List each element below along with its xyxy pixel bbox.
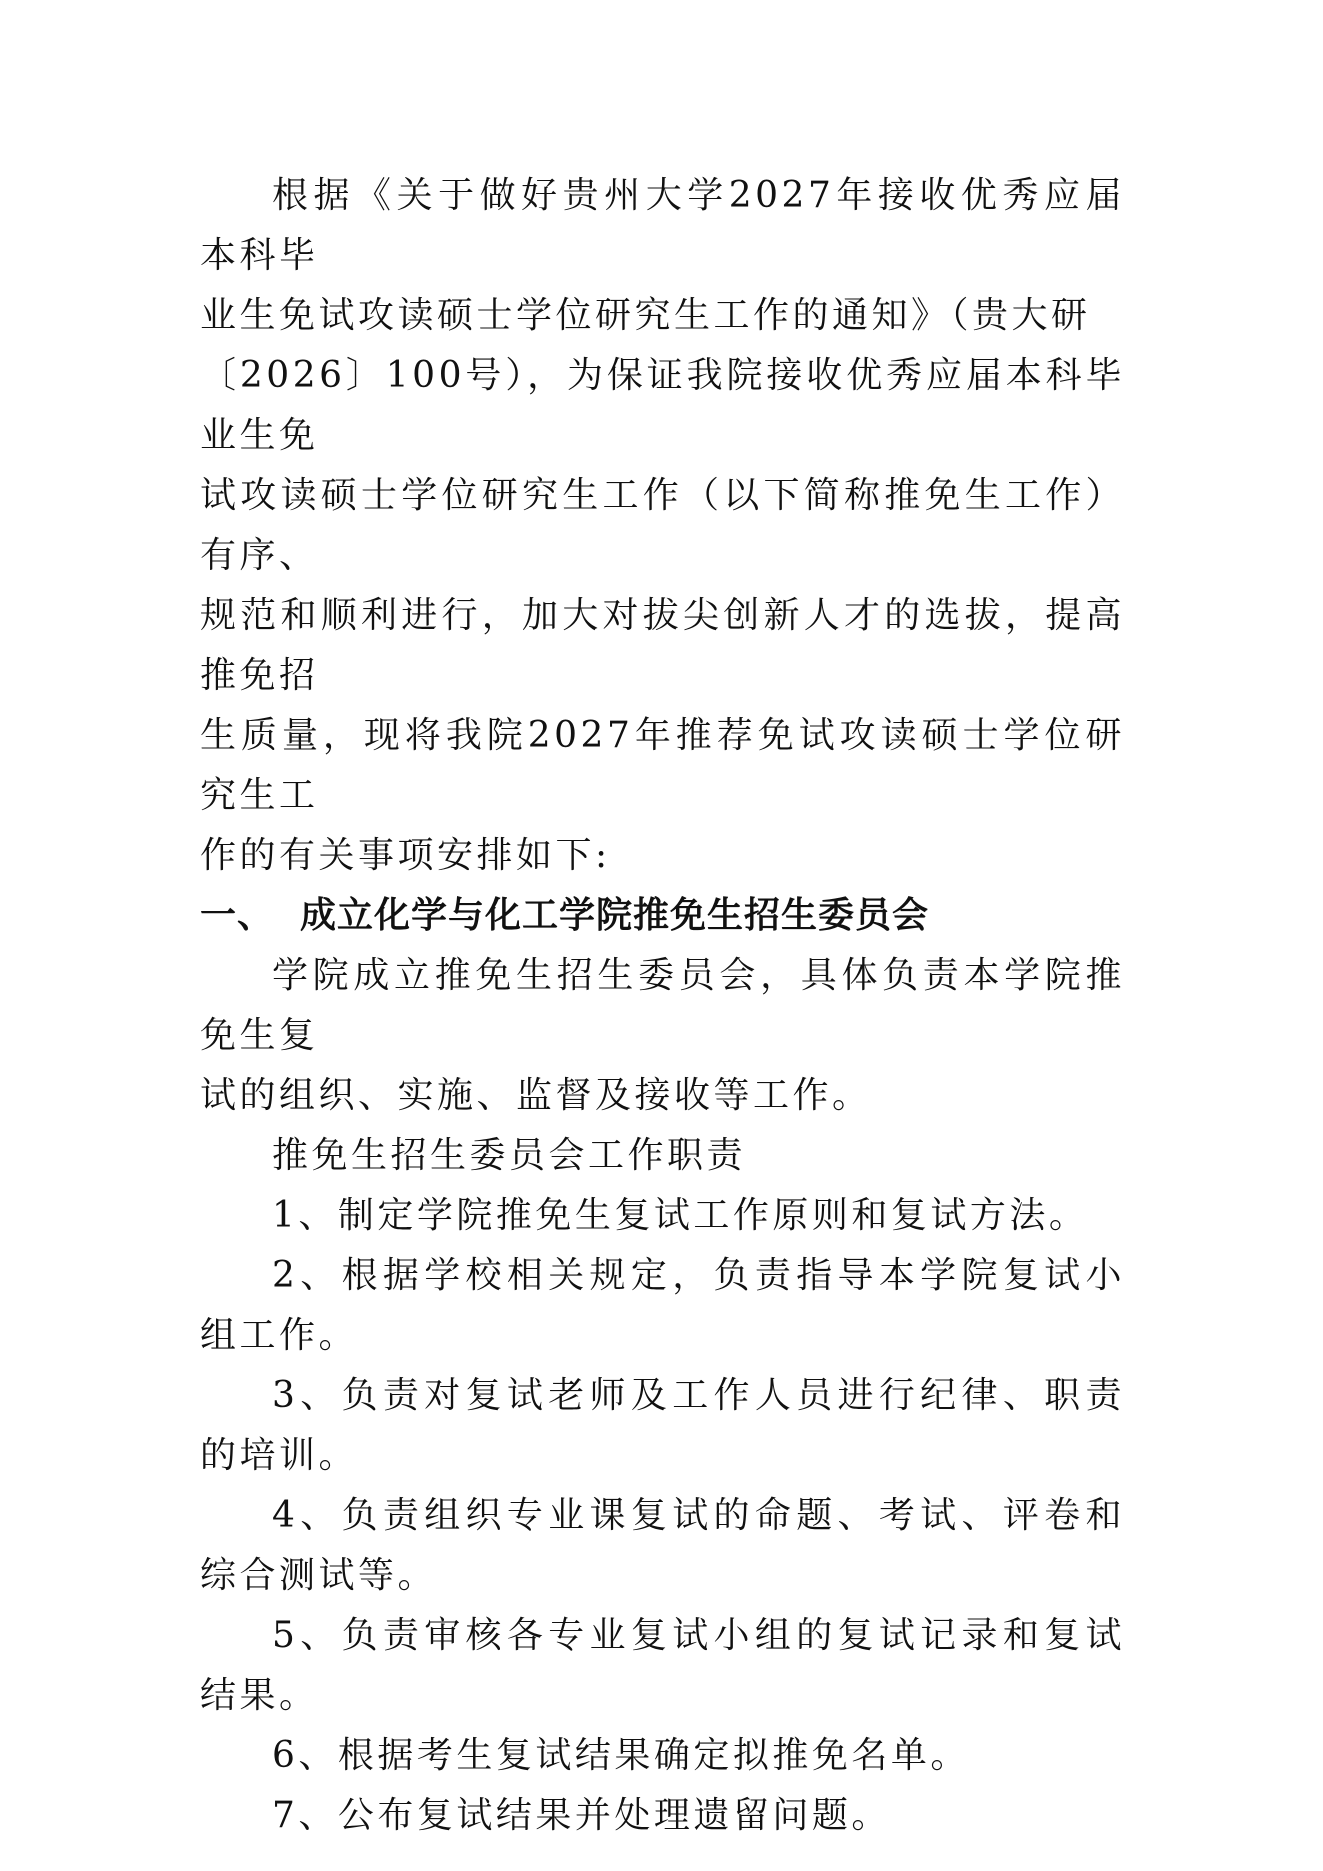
duties-title: 推免生招生委员会工作职责 [272, 1135, 747, 1176]
intro-line: 生质量，现将我院2027年推荐免试攻读硕士学位研究生工 [200, 715, 1125, 816]
committee-line: 试的组织、实施、监督及接收等工作。 [200, 1075, 872, 1116]
document-body [200, 166, 1125, 1846]
duty-item: 6、根据考生复试结果确定拟推免名单。 [272, 1735, 970, 1776]
duty-item: 5、负责审核各专业复试小组的复试记录和复试结果。 [200, 1615, 1125, 1716]
intro-line: 〔2026〕100号），为保证我院接收优秀应届本科毕业生免 [200, 355, 1125, 456]
intro-line: 试攻读硕士学位研究生工作（以下简称推免生工作）有序、 [200, 475, 1125, 576]
section-number: 一、 [200, 895, 275, 936]
duty-item: 1、制定学院推免生复试工作原则和复试方法。 [272, 1195, 1089, 1236]
intro-paragraph [200, 166, 1125, 886]
section-heading [200, 886, 1125, 946]
duty-item: 3、负责对复试老师及工作人员进行纪律、职责的培训。 [200, 1375, 1125, 1476]
committee-line: 学院成立推免生招生委员会，具体负责本学院推免生复 [200, 955, 1125, 1056]
intro-line: 根据《关于做好贵州大学2027年接收优秀应届本科毕 [200, 175, 1125, 276]
duty-item: 7、公布复试结果并处理遗留问题。 [272, 1795, 891, 1836]
duty-item: 2、根据学校相关规定，负责指导本学院复试小组工作。 [200, 1255, 1125, 1356]
section-title: 成立化学与化工学院推免生招生委员会 [300, 895, 930, 936]
intro-line: 作的有关事项安排如下: [200, 835, 611, 876]
duty-item: 4、负责组织专业课复试的命题、考试、评卷和综合测试等。 [200, 1495, 1125, 1596]
intro-line: 规范和顺利进行，加大对拔尖创新人才的选拔，提高推免招 [200, 595, 1125, 696]
intro-line: 业生免试攻读硕士学位研究生工作的通知》（贵大研 [200, 295, 1091, 336]
committee-paragraph [200, 946, 1125, 1126]
